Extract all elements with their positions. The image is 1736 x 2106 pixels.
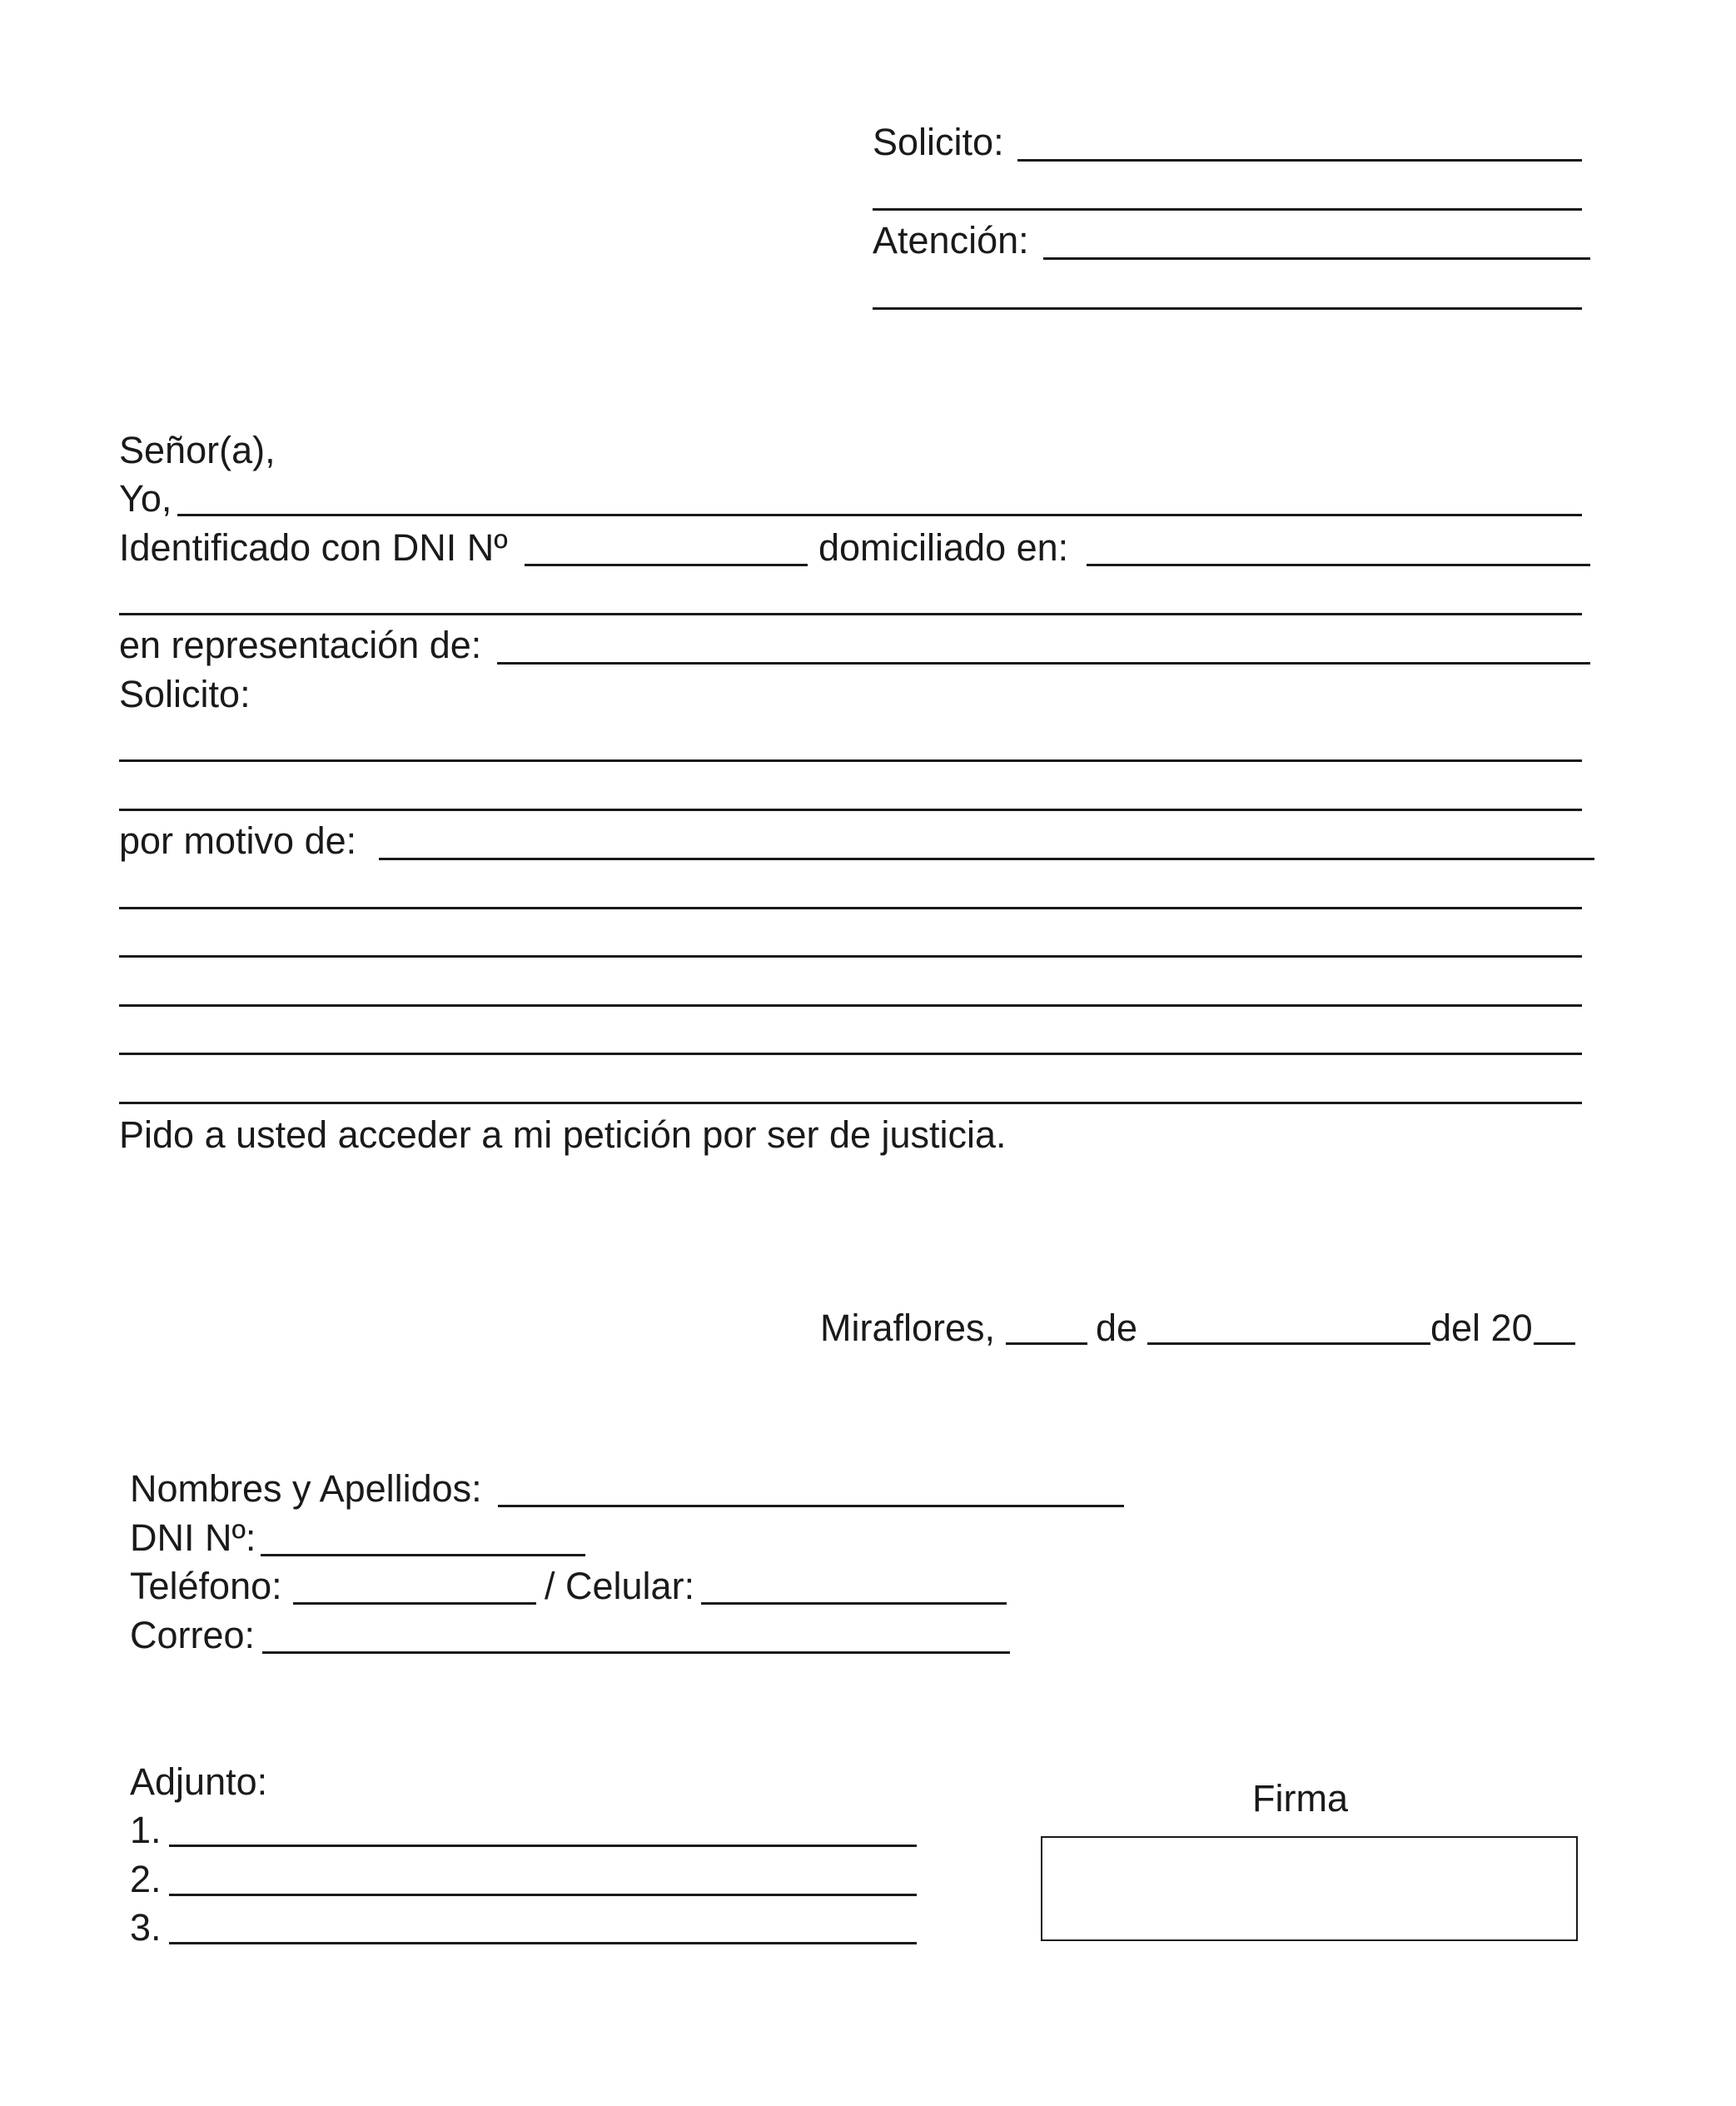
representacion-label: en representación de: — [119, 624, 482, 666]
correo-label: Correo: — [130, 1614, 256, 1656]
date-month-field[interactable] — [1147, 1342, 1430, 1345]
yo-label: Yo, — [119, 477, 172, 520]
nombres-field[interactable] — [498, 1505, 1124, 1507]
solicito-field-line-2[interactable] — [119, 809, 1582, 811]
motivo-field[interactable] — [379, 858, 1594, 860]
salutation: Señor(a), — [119, 429, 276, 471]
header-solicito-field-line-2[interactable] — [873, 208, 1582, 211]
header-atencion-field-line-2[interactable] — [873, 307, 1582, 310]
motivo-field-line-4[interactable] — [119, 1004, 1582, 1007]
solicito-label: Solicito: — [119, 673, 251, 715]
date-year-field[interactable] — [1534, 1342, 1575, 1345]
adjunto-item-3-field[interactable] — [169, 1942, 917, 1944]
closing-sentence: Pido a usted acceder a mi petición por ser de justicia. — [119, 1113, 1007, 1156]
header-solicito-label: Solicito: — [873, 121, 1004, 163]
header-solicito-field[interactable] — [1017, 159, 1582, 162]
header-atencion-field[interactable] — [1043, 257, 1590, 260]
adjunto-item-1-label: 1. — [130, 1809, 162, 1851]
motivo-field-line-6[interactable] — [119, 1102, 1582, 1104]
signature-box[interactable] — [1041, 1836, 1578, 1941]
motivo-field-line-5[interactable] — [119, 1053, 1582, 1055]
date-city: Miraflores, — [820, 1307, 996, 1349]
motivo-field-line-3[interactable] — [119, 955, 1582, 958]
dni-field[interactable] — [525, 564, 808, 566]
solicito-field-line-1[interactable] — [119, 759, 1582, 762]
applicant-dni-label: DNI Nº: — [130, 1516, 256, 1559]
applicant-dni-field[interactable] — [261, 1554, 585, 1556]
date-del: del 20 — [1430, 1307, 1533, 1349]
adjunto-item-3-label: 3. — [130, 1906, 162, 1949]
firma-label: Firma — [1252, 1777, 1348, 1820]
telefono-label: Teléfono: — [130, 1565, 282, 1607]
nombres-label: Nombres y Apellidos: — [130, 1467, 482, 1510]
motivo-field-line-2[interactable] — [119, 907, 1582, 909]
telefono-field[interactable] — [293, 1602, 536, 1605]
date-day-field[interactable] — [1006, 1342, 1087, 1345]
adjunto-item-2-label: 2. — [130, 1858, 162, 1900]
adjunto-item-1-field[interactable] — [169, 1845, 917, 1847]
celular-field[interactable] — [701, 1602, 1007, 1605]
header-atencion-label: Atención: — [873, 219, 1029, 261]
date-de: de — [1096, 1307, 1138, 1349]
dni-label: Identificado con DNI Nº — [119, 526, 508, 569]
domicilio-field-line-2[interactable] — [119, 613, 1582, 615]
representacion-field[interactable] — [497, 662, 1590, 665]
yo-name-field[interactable] — [177, 514, 1582, 516]
celular-label: / Celular: — [545, 1565, 695, 1607]
domicilio-label: domiciliado en: — [818, 526, 1069, 569]
motivo-label: por motivo de: — [119, 819, 357, 862]
adjunto-item-2-field[interactable] — [169, 1894, 917, 1896]
correo-field[interactable] — [262, 1651, 1010, 1654]
adjunto-label: Adjunto: — [130, 1760, 268, 1803]
domicilio-field[interactable] — [1087, 564, 1590, 566]
